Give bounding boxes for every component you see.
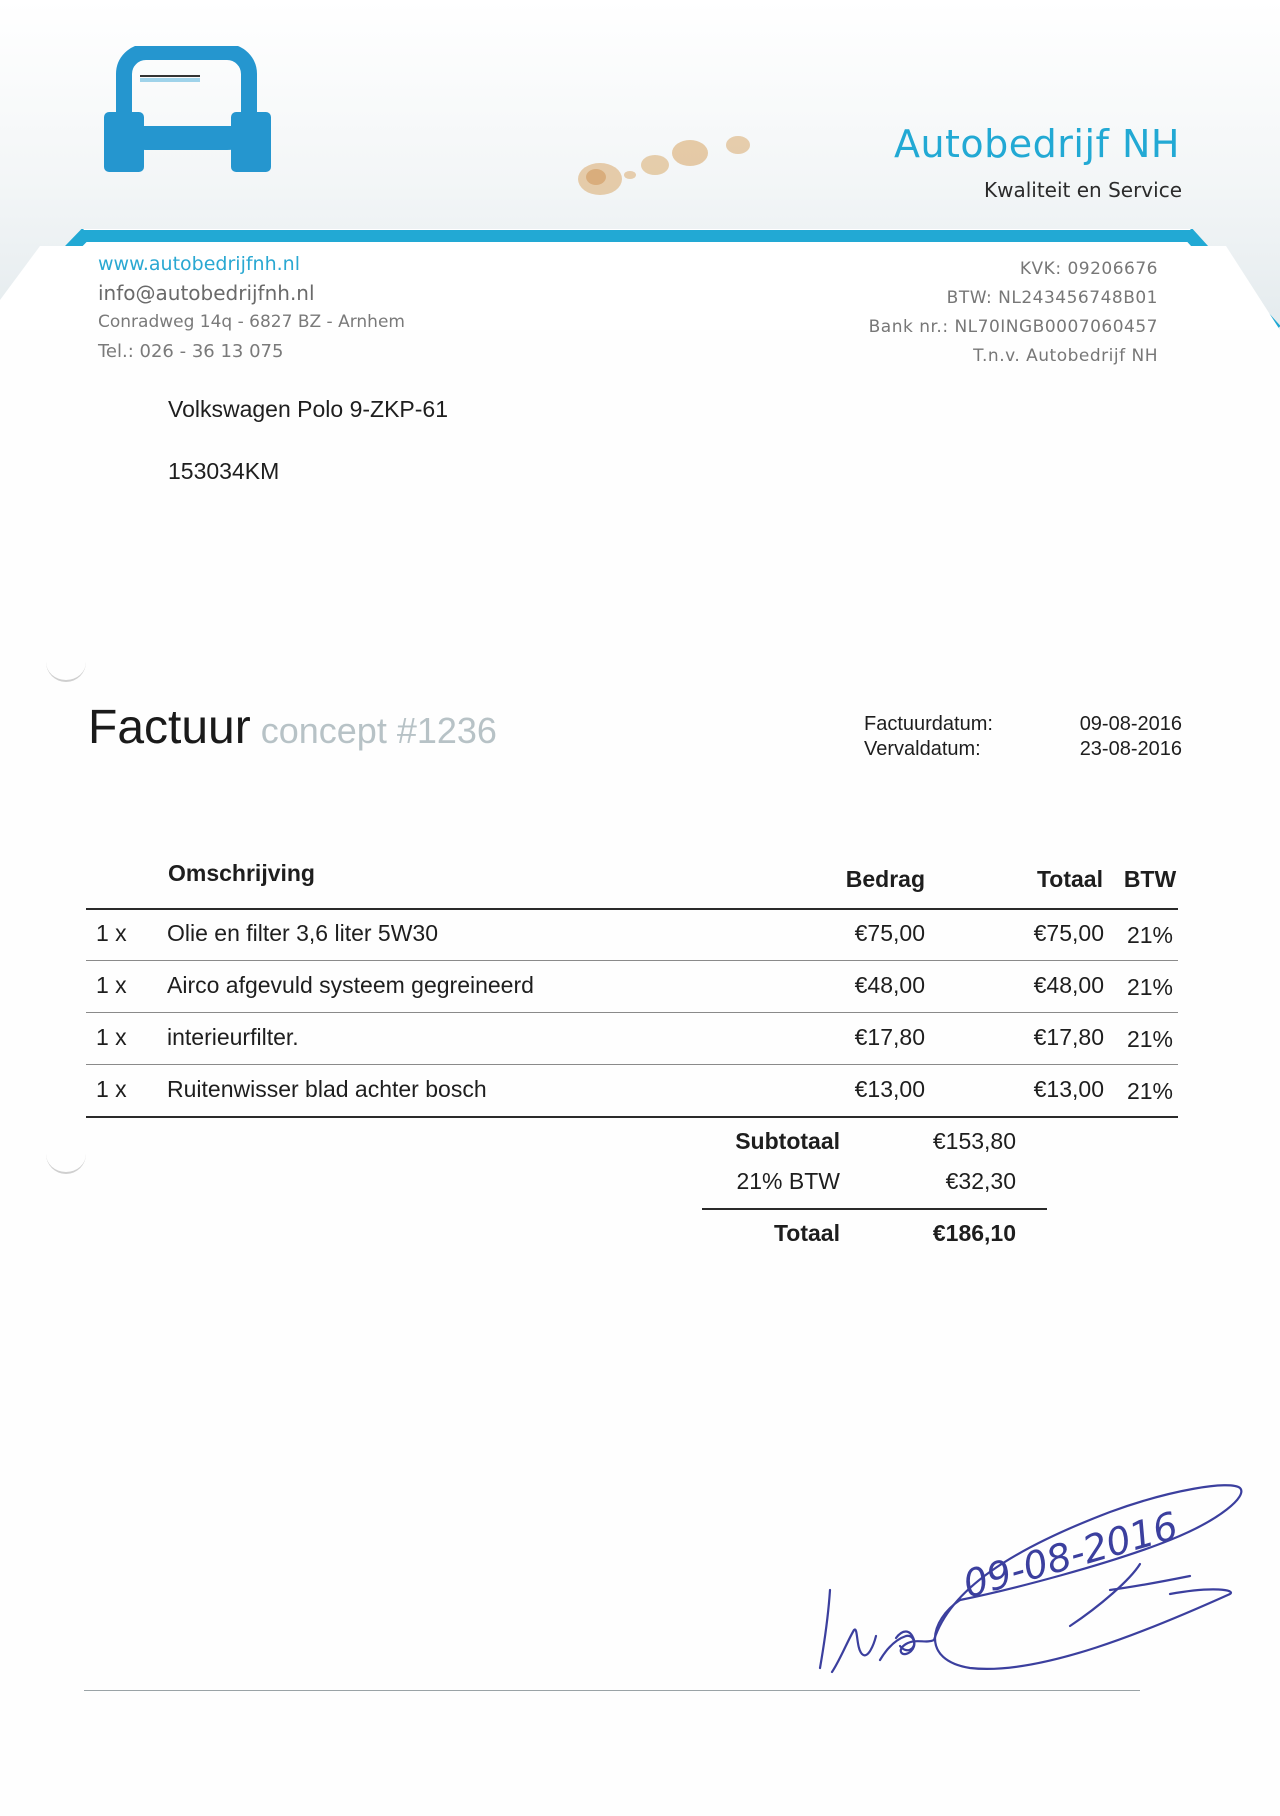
company-kvk: KVK: 09206676: [1019, 259, 1158, 279]
row-total: €17,80: [1033, 1024, 1104, 1050]
total-label: Totaal: [773, 1220, 840, 1246]
row-amount: €17,80: [854, 1024, 925, 1050]
stain-mark: [560, 125, 760, 215]
contact-info: [98, 250, 405, 366]
row-total: €48,00: [1033, 972, 1104, 998]
table-header: [86, 860, 1178, 910]
table-row: [86, 908, 1178, 960]
company-tagline: Kwaliteit en Service: [984, 178, 1182, 202]
company-website[interactable]: www.autobedrijfnh.nl: [98, 253, 300, 275]
table-footer-rule: [86, 1116, 1178, 1118]
header-vat: BTW: [1123, 866, 1177, 892]
due-date-label: Vervaldatum:: [864, 738, 981, 760]
handwritten-signature: [810, 1440, 1250, 1700]
company-bank: Bank nr.: NL70INGB0007060457: [868, 317, 1158, 337]
vat-label: 21% BTW: [736, 1168, 840, 1194]
invoice-date-value: 09-08-2016: [1079, 713, 1182, 735]
row-vat: 21%: [1126, 974, 1174, 1000]
due-date-row: [864, 737, 1182, 762]
row-amount: €13,00: [854, 1076, 925, 1102]
row-amount: €75,00: [854, 920, 925, 946]
row-qty: 1 x: [96, 972, 127, 998]
table-row: [86, 1012, 1178, 1064]
invoice-date-row: [864, 712, 1182, 737]
subtotal-value: €153,80: [932, 1128, 1016, 1154]
subtotal-row: [600, 1128, 1060, 1168]
company-phone: Tel.: 026 - 36 13 075: [98, 341, 284, 362]
invoice-title: [88, 700, 497, 755]
header-description: Omschrijving: [168, 860, 315, 886]
row-vat: 21%: [1126, 1026, 1174, 1052]
punch-hole-mark: [46, 1152, 86, 1174]
vat-row: [600, 1168, 1060, 1208]
customer-vehicle: Volkswagen Polo 9-ZKP-61: [168, 396, 448, 422]
row-qty: 1 x: [96, 1076, 127, 1102]
row-total: €75,00: [1033, 920, 1104, 946]
table-row: [86, 1064, 1178, 1116]
car-logo-icon: [100, 46, 275, 176]
company-btw: BTW: NL243456748B01: [946, 288, 1158, 308]
row-total: €13,00: [1033, 1076, 1104, 1102]
header-amount: Bedrag: [845, 866, 925, 892]
signature-date: 09-08-2016: [958, 1503, 1183, 1607]
row-qty: 1 x: [96, 1024, 127, 1050]
total-value: €186,10: [932, 1220, 1016, 1246]
due-date-value: 23-08-2016: [1079, 738, 1182, 760]
vat-value: €32,30: [945, 1168, 1016, 1194]
invoice-subtitle: concept #1236: [260, 710, 497, 751]
total-row: [600, 1220, 1060, 1260]
table-row: [86, 960, 1178, 1012]
registration-info: [869, 255, 1158, 371]
company-address: Conradweg 14q - 6827 BZ - Arnhem: [98, 312, 405, 332]
invoice-date-label: Factuurdatum:: [864, 713, 993, 735]
row-description: Olie en filter 3,6 liter 5W30: [167, 920, 439, 946]
header-total: Totaal: [1036, 866, 1103, 892]
row-description: Ruitenwisser blad achter bosch: [167, 1076, 487, 1102]
punch-hole-mark: [46, 660, 86, 682]
totals-rule: [702, 1208, 1047, 1210]
footer-rule: [84, 1690, 1140, 1691]
row-amount: €48,00: [854, 972, 925, 998]
company-name: Autobedrijf NH: [893, 122, 1180, 166]
company-tnv: T.n.v. Autobedrijf NH: [973, 346, 1158, 366]
invoice-table: [86, 860, 1178, 1104]
row-description: interieurfilter.: [167, 1024, 299, 1050]
row-vat: 21%: [1126, 922, 1174, 948]
customer-mileage: 153034KM: [168, 458, 280, 484]
subtotal-label: Subtotaal: [735, 1128, 840, 1154]
invoice-dates: [864, 712, 1182, 762]
row-qty: 1 x: [96, 920, 127, 946]
invoice-title-text: Factuur: [88, 701, 251, 754]
row-description: Airco afgevuld systeem gegreineerd: [167, 972, 534, 998]
company-email[interactable]: info@autobedrijfnh.nl: [98, 281, 315, 305]
row-vat: 21%: [1126, 1078, 1174, 1104]
